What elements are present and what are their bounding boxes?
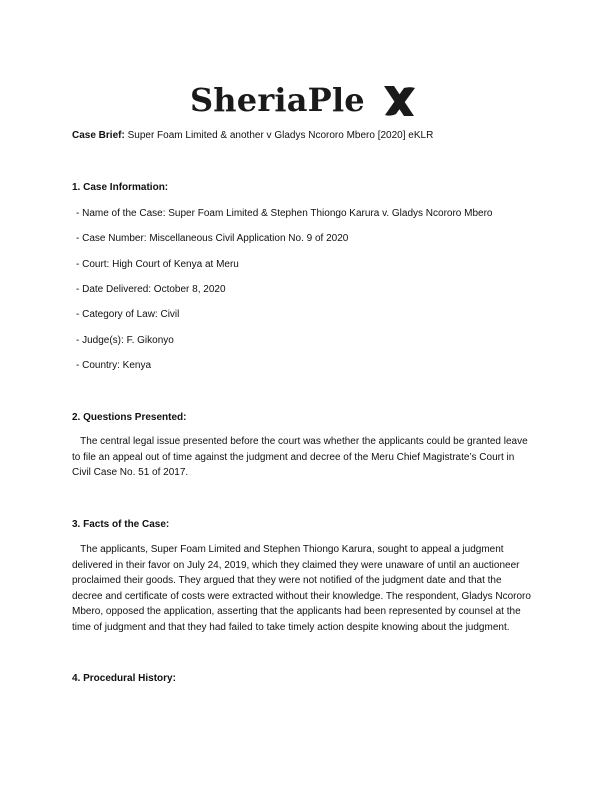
list-item: - Case Number: Miscellaneous Civil Application No. 9 of 2020 [76, 233, 349, 244]
section-heading-facts: 3. Facts of the Case: [72, 519, 170, 530]
paragraph-line: delivered in their favor on July 24, 2019, which they claimed they were unaware of until an auctioneer [72, 559, 520, 571]
list-item: - Country: Kenya [76, 360, 152, 371]
case-brief-line [72, 129, 433, 142]
list-item: - Name of the Case: Super Foam Limited & Stephen Thiongo Karura v. Gladys Ncororo Mbero [76, 208, 493, 219]
paragraph-line: decree and certificate of costs were extracted without their knowledge. The respondent, Gladys Ncororo [72, 590, 531, 602]
sheriaplex-logo [190, 80, 425, 122]
paragraph-line: Civil Case No. 51 of 2017. [72, 467, 189, 479]
x-mark-icon [382, 84, 416, 118]
list-item: - Category of Law: Civil [76, 309, 180, 320]
paragraph-line: The applicants, Super Foam Limited and Stephen Thiongo Karura, sought to appeal a judgment [72, 544, 504, 555]
list-item: - Court: High Court of Kenya at Meru [76, 259, 239, 270]
logo-wordmark: SheriaPle [190, 81, 365, 119]
case-brief-label: Case Brief: [72, 130, 125, 141]
list-item: - Judge(s): F. Gikonyo [76, 335, 174, 346]
paragraph-line: Mbero, opposed the application, asserting that the applicants had been represented by counsel at the [72, 606, 521, 618]
facts-paragraph [72, 542, 540, 636]
paragraph-line: The central legal issue presented before the court was whether the applicants could be granted leave [72, 436, 528, 447]
list-item: - Date Delivered: October 8, 2020 [76, 284, 226, 295]
section-heading-case-information: 1. Case Information: [72, 182, 169, 193]
section-heading-procedural-history: 4. Procedural History: [72, 673, 176, 684]
questions-paragraph [72, 434, 540, 481]
paragraph-line: time of judgment and that they had failed to take timely action despite knowing about the judgment. [72, 621, 510, 633]
paragraph-line: proclaimed their goods. They argued that they were not notified of the judgment date and that the [72, 575, 502, 587]
case-brief-title: Super Foam Limited & another v Gladys Ncororo Mbero [2020] eKLR [127, 130, 434, 141]
section-heading-questions-presented: 2. Questions Presented: [72, 412, 187, 423]
paragraph-line: to file an appeal out of time against the judgment and decree of the Meru Chief Magistrate’s Court in [72, 451, 515, 463]
